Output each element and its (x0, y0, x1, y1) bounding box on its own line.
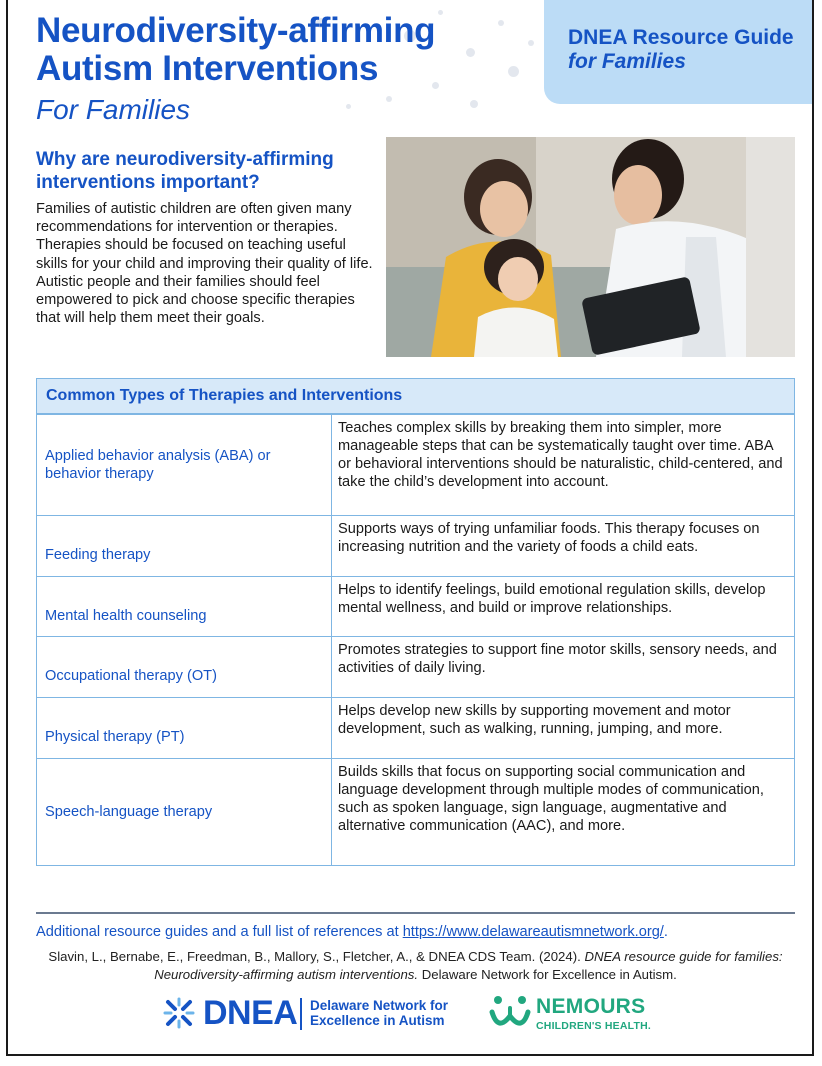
therapy-description: Builds skills that focus on supporting social communication and language development through multiple modes of communication, such as spoken language, sign language, augmentative and alternative communication (AAC), and more. (338, 764, 764, 834)
resources-line (36, 924, 806, 940)
therapy-name: Mental health counseling (37, 577, 332, 636)
table-row (37, 576, 794, 636)
resources-end: . (663, 924, 668, 940)
dnea-logo-text: DNEA (203, 994, 298, 1032)
page-subtitle: For Families (36, 94, 191, 125)
why-body: Families of autistic children are often given many recommendations for intervention or therapies. Therapies should be focused on teaching useful skills for your child and improving their quality of life. Autistic people and their families should feel empowered to pick and choose specific therapies that will help them meet their goals. (36, 201, 373, 327)
nemours-logo-icon (488, 992, 532, 1034)
citation-publisher: Delaware Network for Excellence in Autism. (418, 967, 677, 982)
family-clinician-photo (386, 137, 795, 357)
therapy-description: Promotes strategies to support fine motor skills, sensory needs, and activities of daily living. (338, 642, 777, 676)
therapy-description: Supports ways of trying unfamiliar foods. This therapy focuses on increasing nutrition and the variety of foods a child eats. (338, 521, 760, 555)
table-row (37, 636, 794, 697)
table-row (37, 758, 794, 865)
dnea-full-name (310, 998, 448, 1028)
therapy-description: Helps develop new skills by supporting movement and motor development, such as walking, running, jumping, and more. (338, 703, 731, 737)
citation-authors: Slavin, L., Bernabe, E., Freedman, B., Mallory, S., Fletcher, A., & DNEA CDS Team. (2024). (48, 949, 585, 964)
therapy-description: Helps to identify feelings, build emotional regulation skills, develop mental wellness, and build or improve relationships. (338, 582, 766, 616)
table-row (37, 515, 794, 576)
title-line-2: Autism Interventions (36, 49, 379, 88)
why-heading: Why are neurodiversity-affirming interventions important? (36, 149, 334, 193)
table-heading: Common Types of Therapies and Interventions (37, 379, 794, 414)
therapy-name: Applied behavior analysis (ABA) or behavior therapy (37, 415, 332, 515)
therapy-name: Occupational therapy (OT) (37, 637, 332, 697)
therapy-description: Teaches complex skills by breaking them into simpler, more manageable steps that can be systematically taught over time. ABA or behavioral interventions should be naturalistic, child-centered, and take the child’s development into account. (338, 420, 783, 490)
therapy-name: Physical therapy (PT) (37, 698, 332, 758)
guide-audience: for Families (568, 50, 686, 73)
therapies-table (36, 378, 795, 866)
document-page (6, 0, 814, 1056)
resource-guide-badge (544, 0, 812, 104)
nemours-logo-text: NEMOURS (536, 995, 646, 1018)
logo-strip (148, 990, 688, 1038)
dnea-full-line-2: Excellence in Autism (310, 1013, 445, 1028)
therapy-name: Feeding therapy (37, 516, 332, 576)
guide-label: DNEA Resource Guide (568, 26, 794, 49)
table-row (37, 697, 794, 758)
title-line-1: Neurodiversity-affirming (36, 11, 436, 50)
resources-link[interactable]: https://www.delawareautismnetwork.org/ (402, 924, 664, 940)
therapy-name: Speech-language therapy (37, 759, 332, 865)
page-title (36, 12, 435, 88)
logo-separator (300, 998, 302, 1030)
nemours-logo-subtext: CHILDREN'S HEALTH. (536, 1020, 651, 1032)
table-row (37, 414, 794, 515)
dnea-logo-icon (162, 996, 196, 1030)
citation-title: DNEA resource guide for families: Neurodiversity-affirming autism interventions. (154, 949, 783, 982)
resources-text: Additional resource guides and a full list of references at (36, 924, 403, 940)
dnea-full-line-1: Delaware Network for (310, 998, 449, 1013)
footer-divider (36, 912, 795, 914)
citation (36, 948, 795, 984)
